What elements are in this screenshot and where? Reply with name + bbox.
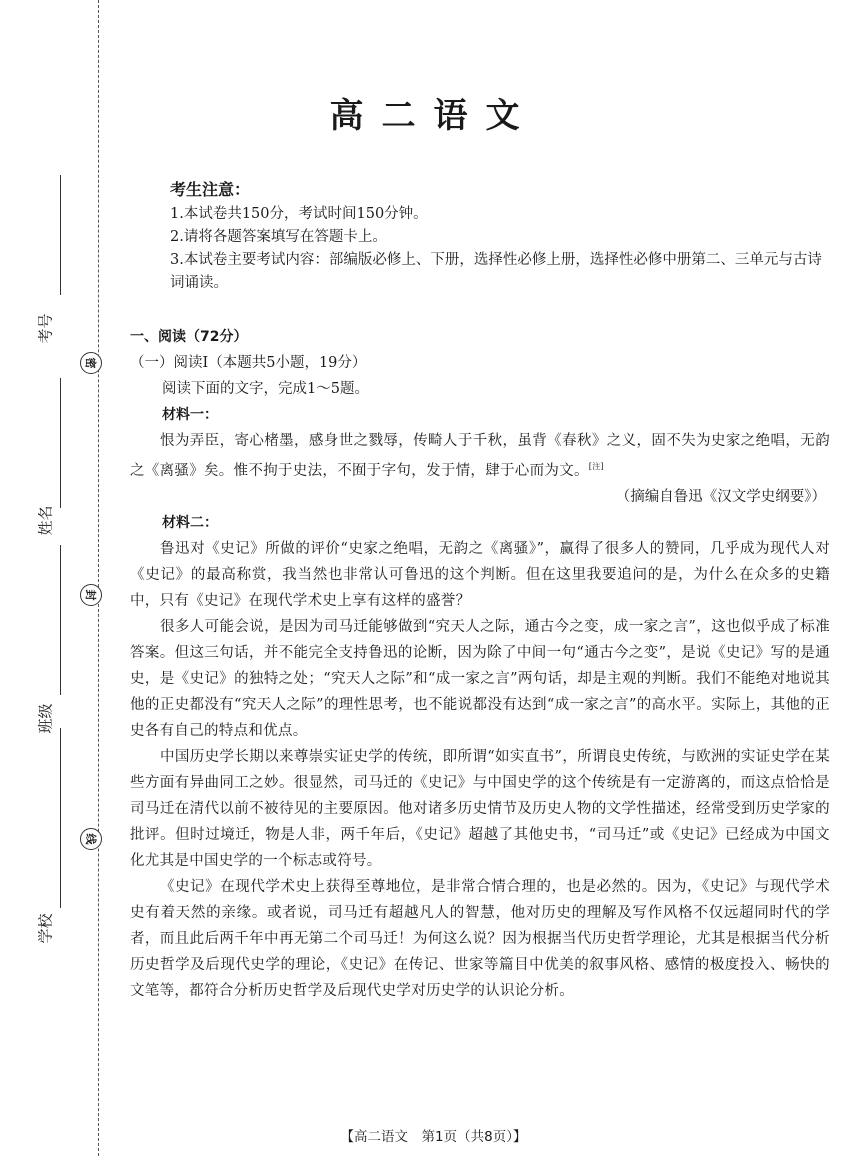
page-footer: 【高二语文 第1页（共8页）】 <box>340 1129 527 1145</box>
material-two-label: 材料二： <box>162 514 218 531</box>
name-label: 姓名 <box>36 505 55 536</box>
subsection-heading: （一）阅读Ⅰ（本题共5小题，19分） <box>130 355 367 371</box>
reading-section <box>130 324 830 1004</box>
material-two-paragraph: 中国历史学长期以来尊崇实证史学的传统，即所谓“如实直书”，所谓良史传统，与欧洲的实证史学在某些方面有异曲同工之妙。很显然，司马迁的《史记》与中国史学的这个传统是有一定游离的，而这点恰恰是司马迁在清代以前不被待见的主要原因。他对诸多历史情节及历史人物的文学性描述，经常受到历史学家的批评。但时过境迁，物是人非，两千年后，《史记》超越了其他史书，“司马迁”或《史记》已经成为中国文化尤其是中国史学的一个标志或符号。 <box>130 748 830 869</box>
school-label: 学校 <box>36 913 55 944</box>
seal-mark-xian: 线 <box>80 828 102 850</box>
binding-dashed-line <box>98 0 99 1156</box>
name-field[interactable] <box>60 378 61 508</box>
material-one-source: （摘编自鲁迅《汉文学史纲要》） <box>615 488 826 505</box>
notice-heading: 考生注意： <box>170 180 251 199</box>
class-field[interactable] <box>60 545 61 695</box>
class-label: 班级 <box>36 703 55 734</box>
exam-number-label: 考号 <box>36 313 55 344</box>
note-mark: [注] <box>588 462 604 471</box>
section-heading: 一、阅读（72分） <box>130 329 248 345</box>
notice-item-2: 2.请将各题答案填写在答题卡上。 <box>170 229 387 245</box>
material-one-label: 材料一： <box>162 407 218 423</box>
material-one-body: 恨为弄臣，寄心楮墨，感身世之戮辱，传畸人于千秋，虽背《春秋》之义，固不失为史家之绝唱，无韵之《离骚》矣。惟不拘于史法，不囿于字句，发于情，肆于心而为文。 <box>130 433 830 479</box>
seal-mark-feng: 封 <box>80 584 102 606</box>
candidate-notice <box>170 178 830 295</box>
material-two-paragraph: 鲁迅对《史记》所做的评价“史家之绝唱，无韵之《离骚》”，赢得了很多人的赞同，几乎成为现代人对《史记》的最高称赏，我当然也非常认可鲁迅的这个判断。但在这里我要追问的是，为什么在众多的史籍中，只有《史记》在现代学术史上享有这样的盛誉？ <box>130 540 830 609</box>
material-one-text <box>130 428 830 484</box>
exam-number-field[interactable] <box>60 175 61 295</box>
notice-item-3: 3.本试卷主要考试内容：部编版必修上、下册，选择性必修上册，选择性必修中册第二、三单元与古诗词诵读。 <box>170 252 822 291</box>
page-title: 高二语文 <box>329 96 538 136</box>
seal-mark-mi: 密 <box>80 352 102 374</box>
material-two-paragraph: 很多人可能会说，是因为司马迁能够做到“究天人之际，通古今之变，成一家之言”，这也似乎成了标准答案。但这三句话，并不能完全支持鲁迅的论断，因为除了中间一句“通古今之变”，是说《史记》写的是通史，是《史记》的独特之处；“究天人之际”和“成一家之言”两句话，却是主观的判断。我们不能绝对地说其他的正史都没有“究天人之际”的理性思考，也不能说都没有达到“成一家之言”的高水平。实际上，其他的正史各有自己的特点和优点。 <box>130 618 830 739</box>
material-two-paragraph: 《史记》在现代学术史上获得至尊地位，是非常合情合理的，也是必然的。因为，《史记》与现代学术史有着天然的亲缘。或者说，司马迁有超越凡人的智慧，他对历史的理解及写作风格不仅远超同时代的学者，而且此后两千年中再无第二个司马迁！为何这么说？因为根据当代历史哲学理论，尤其是根据当代分析历史哲学及后现代史学的理论，《史记》在传记、世家等篇目中优美的叙事风格、感情的极度投入、畅快的文笔等，都符合分析历史哲学及后现代史学对历史学的认识论分析。 <box>130 878 830 999</box>
instruction-text: 阅读下面的文字，完成1～5题。 <box>162 381 369 397</box>
notice-item-1: 1.本试卷共150分，考试时间150分钟。 <box>170 206 428 222</box>
school-field[interactable] <box>60 728 61 908</box>
